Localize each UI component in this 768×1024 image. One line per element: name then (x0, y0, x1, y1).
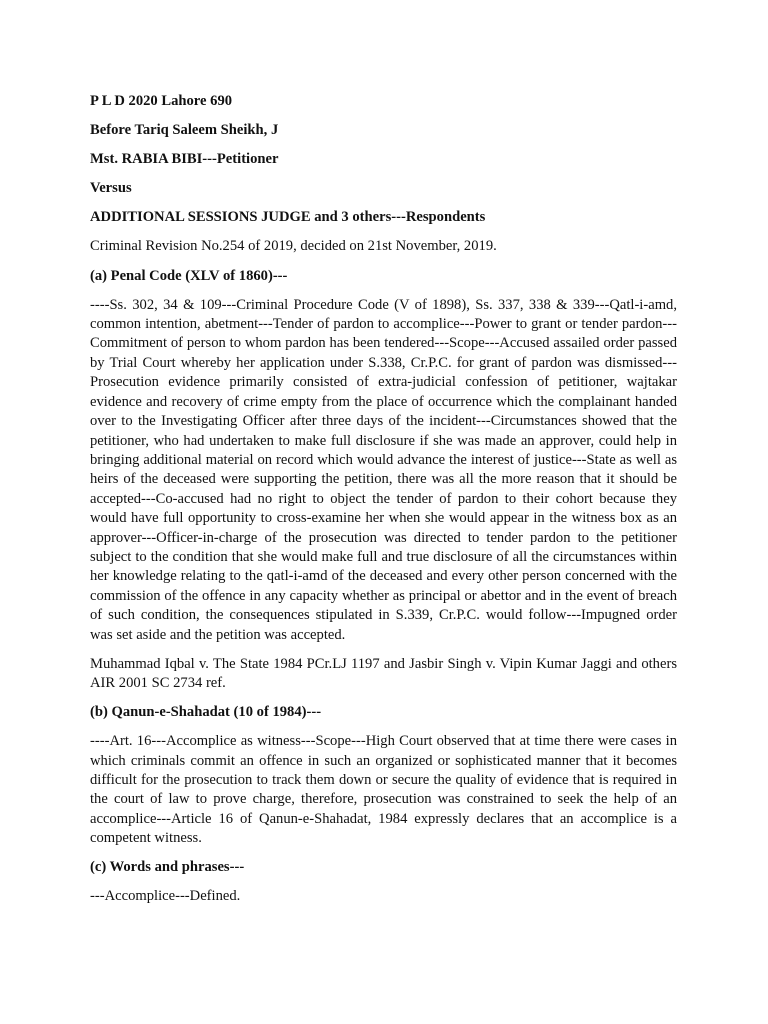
respondents: ADDITIONAL SESSIONS JUDGE and 3 others---Respondents (90, 209, 486, 226)
section-body-c: ---Accomplice---Defined. (90, 888, 241, 905)
section-heading-b: (b) Qanun-e-Shahadat (10 of 1984)--- (90, 704, 322, 721)
section-heading-a: (a) Penal Code (XLV of 1860)--- (90, 267, 288, 284)
case-info: Criminal Revision No.254 of 2019, decided on 21st November, 2019. (90, 238, 497, 255)
bench: Before Tariq Saleem Sheikh, J (90, 122, 279, 139)
section-body-a: ----Ss. 302, 34 & 109---Criminal Procedure Code (V of 1898), Ss. 337, 338 & 339---Qatl-i-amd, common intention, abetment---Tender of pardon to accomplice---Power to grant or tender pardon---Commitment of person to whom pardon has been tendered---Scope---Accused assailed order passed by Trial Court whereby her application under S.338, Cr.P.C. for grant of pardon was dismissed---Prosecution evidence primarily consisted of extra-judicial confession of petitioner, wajtakar evidence and recovery of crime empty from the place of occurrence which the complainant handed over to the Investigating Officer after three days of the incident---Circumstances showed that the petitioner, who had undertaken to make full disclosure if she was made an approver, could help in bringing additional material on record which would advance the interest of justice---State as well as heirs of the deceased were supporting the petition, there was all the more reason that it should be accepted---Co-accused had no right to object the tender of pardon to their cohort because they would have full opportunity to cross-examine her when she would appear in the witness box as an approver---Officer-in-charge of the prosecution was directed to tender pardon to the petitioner subject to the condition that she would make full and true disclosure of all the circumstances within her knowledge relating to the qatl-i-amd of the deceased and every other person concerned with the commission of the offence in any capacity whether as principal or abettor and in the event of breach of such condition, the consequences stipulated in S.339, Cr.P.C. would follow---Impugned order was set aside and the petition was accepted. (90, 296, 677, 643)
citation: P L D 2020 Lahore 690 (90, 93, 233, 109)
document-page (90, 92, 677, 917)
petitioner: Mst. RABIA BIBI---Petitioner (90, 151, 279, 168)
section-reference-a: Muhammad Iqbal v. The State 1984 PCr.LJ 1197 and Jasbir Singh v. Vipin Kumar Jaggi and others AIR 2001 SC 2734 ref. (90, 655, 677, 692)
section-heading-c: (c) Words and phrases--- (90, 859, 245, 876)
versus: Versus (90, 180, 132, 197)
section-body-b: ----Art. 16---Accomplice as witness---Scope---High Court observed that at time there were cases in which criminals commit an offence in such an organized or sophisticated manner that it becomes difficult for the prosecution to track them down or secure the quality of evidence that is required in the court of law to prove charge, therefore, prosecution was constrained to seek the help of an accomplice---Article 16 of Qanun-e-Shahadat, 1984 expressly declares that an accomplice is a competent witness. (90, 733, 677, 847)
